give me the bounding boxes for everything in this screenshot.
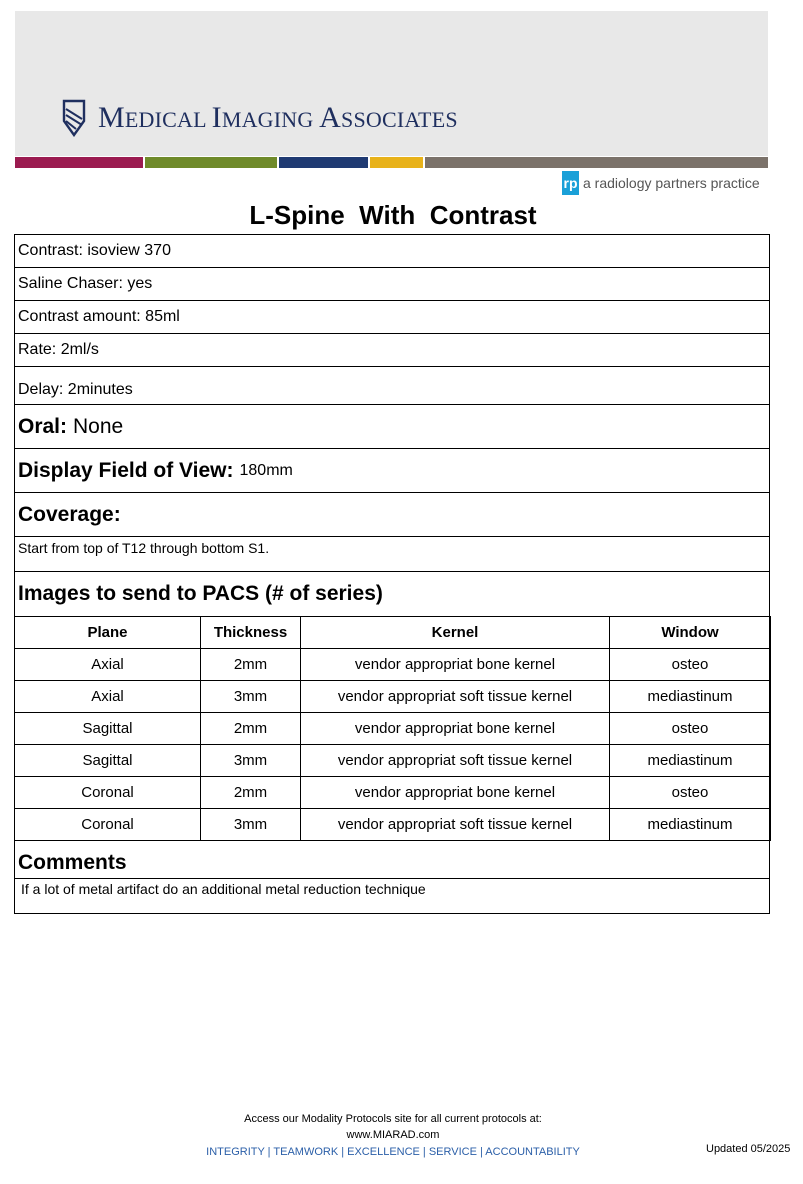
amount-text: Contrast amount: 85ml — [18, 308, 180, 325]
comments-text-row — [14, 879, 770, 914]
oral-row — [14, 405, 770, 449]
cell-window: osteo — [610, 713, 771, 745]
header-thickness: Thickness — [201, 617, 301, 649]
cell-plane: Sagittal — [15, 745, 201, 777]
footer-url[interactable]: www.MIARAD.com — [346, 1129, 440, 1141]
cell-thickness: 2mm — [201, 649, 301, 681]
header-window: Window — [610, 617, 771, 649]
page-title: L-Spine With Contrast — [249, 200, 537, 230]
footer-access: Access our Modality Protocols site for all current protocols at: — [244, 1113, 542, 1125]
saline-text: Saline Chaser: yes — [18, 275, 153, 292]
color-bar-2 — [145, 157, 277, 168]
cell-kernel: vendor appropriat soft tissue kernel — [301, 809, 610, 841]
images-label: Images to send to PACS (# of series) — [18, 582, 383, 605]
cell-window: mediastinum — [610, 681, 771, 713]
oral-value: None — [73, 414, 124, 438]
comments-text: If a lot of metal artifact do an additional metal reduction technique — [21, 881, 426, 897]
table-row — [15, 713, 771, 745]
footer-values: INTEGRITY | TEAMWORK | EXCELLENCE | SERVICE | ACCOUNTABILITY — [206, 1146, 580, 1158]
color-bar-3 — [279, 157, 368, 168]
table-row — [15, 745, 771, 777]
coverage-text: Start from top of T12 through bottom S1. — [18, 540, 270, 556]
cell-plane: Sagittal — [15, 713, 201, 745]
cell-kernel: vendor appropriat bone kernel — [301, 777, 610, 809]
header-plane: Plane — [15, 617, 201, 649]
series-table — [14, 616, 771, 841]
cell-kernel: vendor appropriat bone kernel — [301, 649, 610, 681]
saline-row — [14, 268, 770, 301]
logo — [62, 99, 458, 137]
dfov-row — [14, 449, 770, 493]
contrast-row — [14, 234, 770, 268]
color-bar-4 — [370, 157, 423, 168]
coverage-row — [14, 493, 770, 537]
cell-kernel: vendor appropriat soft tissue kernel — [301, 681, 610, 713]
delay-text: Delay: 2minutes — [18, 380, 133, 398]
cell-window: osteo — [610, 649, 771, 681]
table-row — [15, 681, 771, 713]
cell-plane: Coronal — [15, 809, 201, 841]
table-row — [15, 809, 771, 841]
oral-label: Oral: — [18, 414, 68, 438]
rate-text: Rate: 2ml/s — [18, 341, 99, 358]
cell-thickness: 3mm — [201, 745, 301, 777]
amount-row — [14, 301, 770, 334]
header-kernel: Kernel — [301, 617, 610, 649]
coverage-label: Coverage: — [18, 502, 121, 526]
cell-window: mediastinum — [610, 745, 771, 777]
cell-kernel: vendor appropriat bone kernel — [301, 713, 610, 745]
cell-kernel: vendor appropriat soft tissue kernel — [301, 745, 610, 777]
coverage-text-row — [14, 537, 770, 572]
contrast-text: Contrast: isoview 370 — [18, 241, 171, 259]
cell-plane: Axial — [15, 649, 201, 681]
comments-label: Comments — [18, 851, 127, 874]
cell-thickness: 2mm — [201, 713, 301, 745]
partner-badge — [562, 171, 760, 195]
rate-row — [14, 334, 770, 367]
delay-row — [14, 367, 770, 405]
rp-logo-icon: rp — [562, 171, 579, 195]
images-row — [14, 572, 770, 617]
partner-text: a radiology partners practice — [583, 175, 760, 191]
cell-plane: Axial — [15, 681, 201, 713]
dfov-label: Display Field of View: — [18, 458, 234, 482]
org-name: MEDICAL IMAGING ASSOCIATES — [98, 101, 458, 134]
dfov-value: 180mm — [239, 461, 293, 479]
cell-window: osteo — [610, 777, 771, 809]
color-bar-5 — [425, 157, 768, 168]
comments-row — [14, 848, 770, 879]
updated-date: Updated 05/2025 — [706, 1143, 791, 1155]
cell-thickness: 2mm — [201, 777, 301, 809]
cell-plane: Coronal — [15, 777, 201, 809]
cell-thickness: 3mm — [201, 809, 301, 841]
color-bar-1 — [15, 157, 143, 168]
table-header-row — [15, 617, 771, 649]
table-row — [15, 649, 771, 681]
cell-thickness: 3mm — [201, 681, 301, 713]
table-row — [15, 777, 771, 809]
shield-icon — [62, 99, 86, 137]
cell-window: mediastinum — [610, 809, 771, 841]
